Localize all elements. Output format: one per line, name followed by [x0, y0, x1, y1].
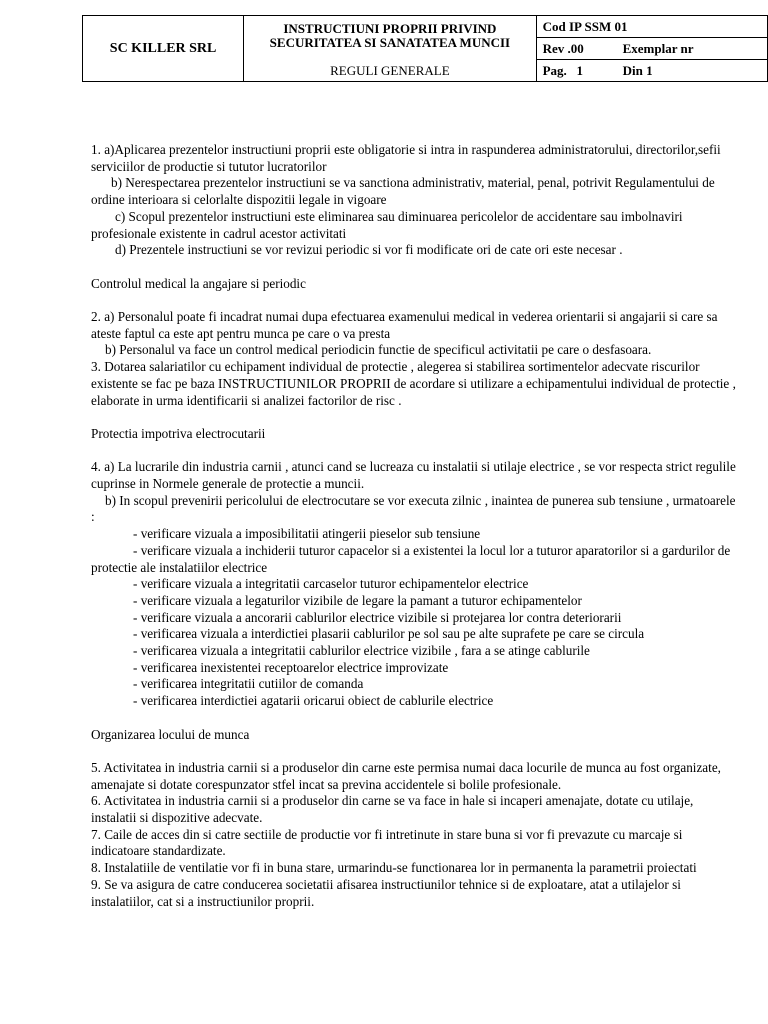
section-heading-workplace: Organizarea locului de munca [91, 726, 250, 742]
document-header-table [82, 15, 768, 82]
document-title-cell [244, 16, 536, 82]
document-code: Cod IP SSM 01 [536, 16, 767, 38]
paragraph-1d: d) Prezentele instructiuni se vor revizui periodic si vor fi modificate ori de cate ori este necesar . [115, 242, 623, 258]
check-item: - verificare vizuala a ancorarii cablurilor electrice vizibile si protejarea lor contra deteriorarii [133, 609, 622, 625]
paragraph-1c: c) Scopul prezentelor instructiuni este eliminarea sau diminuarea pericolelor de accidentare sau imbolnaviri profesionale existente in cadrul acestor activitati [91, 208, 683, 241]
section-heading-electrocution: Protectia impotriva electrocutarii [91, 425, 266, 441]
document-body [91, 142, 741, 910]
paragraph-5: 5. Activitatea in industria carnii si a produselor din carne este permisa numai daca locurile de munca au fost organizate, amenajate si dotate corespunzator stfel incat sa previna accidentele si bolile profesionale. [91, 759, 721, 792]
page-cell [536, 60, 767, 82]
document-title-line-2: SECURITATEA SI SANATATEA MUNCII [269, 34, 511, 50]
company-name: SC KILLER SRL [83, 16, 244, 82]
paragraph-7: 7. Caile de acces din si catre sectiile de productie vor fi intretinute in stare buna si vor fi prevazute cu marcaje si indicatoare standardizate. [91, 826, 683, 859]
paragraph-1b: b) Nerespectarea prezentelor instructiuni se va sanctiona administrativ, material, penal, potrivit Regulamentului de ordine interioara si celorlalte dispozitii legale in vigoare [91, 175, 715, 208]
revision-cell [536, 38, 767, 60]
paragraph-2a: 2. a) Personalul poate fi incadrat numai dupa efectuarea examenului medical in vederea orientarii si angajarii si care sa ateste faptul ca este apt pentru munca pe care o va presta [91, 309, 718, 341]
copy-number-label: Exemplar nr [622, 40, 694, 56]
check-item: - verificarea interdictiei agatarii oricarui obiect de cablurile electrice [133, 693, 494, 709]
paragraph-9: 9. Se va asigura de catre conducerea societatii afisarea instructiunilor tehnice si de exploatare, atat a utilajelor si instalatiilor, cat si a instructiunilor proprii. [91, 876, 681, 909]
paragraph-4a: 4. a) La lucrarile din industria carnii , atunci cand se lucreaza cu instalatii si utilaje electrice , se vor respecta strict regulile cuprinse in Normele generale de protectie a muncii. [91, 459, 736, 491]
check-item: - verificare vizuala a imposibilitatii atingerii pieselor sub tensiune [133, 526, 481, 542]
paragraph-2b: b) Personalul va face un control medical periodicin functie de specificul activitatii pe care o desfasoara. [105, 342, 652, 358]
check-item: - verificarea integritatii cutiilor de comanda [133, 676, 364, 692]
paragraph-8: 8. Instalatiile de ventilatie vor fi in buna stare, urmarindu-se functionarea lor in permanenta la parametrii proiectati [91, 860, 697, 876]
check-item: - verificarea vizuala a interdictiei plasarii cablurilor pe sol sau pe alte suprafete pe care se circula [133, 626, 645, 642]
paragraph-1a: 1. a)Aplicarea prezentelor instructiuni proprii este obligatorie si intra in raspunderea administratorului, directorilor,sefii serviciilor de productie si tututor lucratorilor [91, 142, 721, 174]
check-item: - verificare vizuala a inchiderii tuturor capacelor si a existentei la locul lor a tuturor aparatorilor si a gardurilor de protectie ale instalatiilor electrice [91, 542, 731, 575]
paragraph-4b: b) In scopul prevenirii pericolului de electrocutare se vor executa zilnic , inaintea de punerea sub tensiune , urmatoarele : [91, 492, 736, 525]
check-item: - verificare vizuala a integritatii carcaselor tuturor echipamentelor electrice [133, 576, 529, 592]
revision-label: Rev .00 [542, 40, 584, 56]
paragraph-3: 3. Dotarea salariatilor cu echipament individual de protectie , alegerea si stabilirea sortimentelor adecvate riscurilor existente se fac pe baza INSTRUCTIUNILOR PROPRII de acordare si utilizare a echipamentului individual de protectie , elaborate in urma identificarii si analizei factorilor de risc . [91, 359, 736, 408]
paragraph-6: 6. Activitatea in industria carnii si a produselor din carne se va face in hale si incaperi amenajate, dotate cu utilaje, instalatii si dispozitive adecvate. [91, 793, 694, 826]
document-title-line-1: INSTRUCTIUNI PROPRII PRIVIND [283, 20, 497, 36]
check-item: - verificarea vizuala a integritatii cablurilor electrice vizibile , fara a se atinge cablurile [133, 643, 590, 659]
section-heading-medical: Controlul medical la angajare si periodic [91, 275, 306, 291]
document-subtitle: REGULI GENERALE [330, 62, 450, 78]
check-item: - verificarea inexistentei receptoarelor electrice improvizate [133, 659, 449, 675]
page-label: Pag. 1 [542, 62, 584, 78]
page-total-label: Din 1 [622, 62, 653, 78]
check-item: - verificare vizuala a legaturilor vizibile de legare la pamant a tuturor echipamentelor [133, 592, 582, 608]
